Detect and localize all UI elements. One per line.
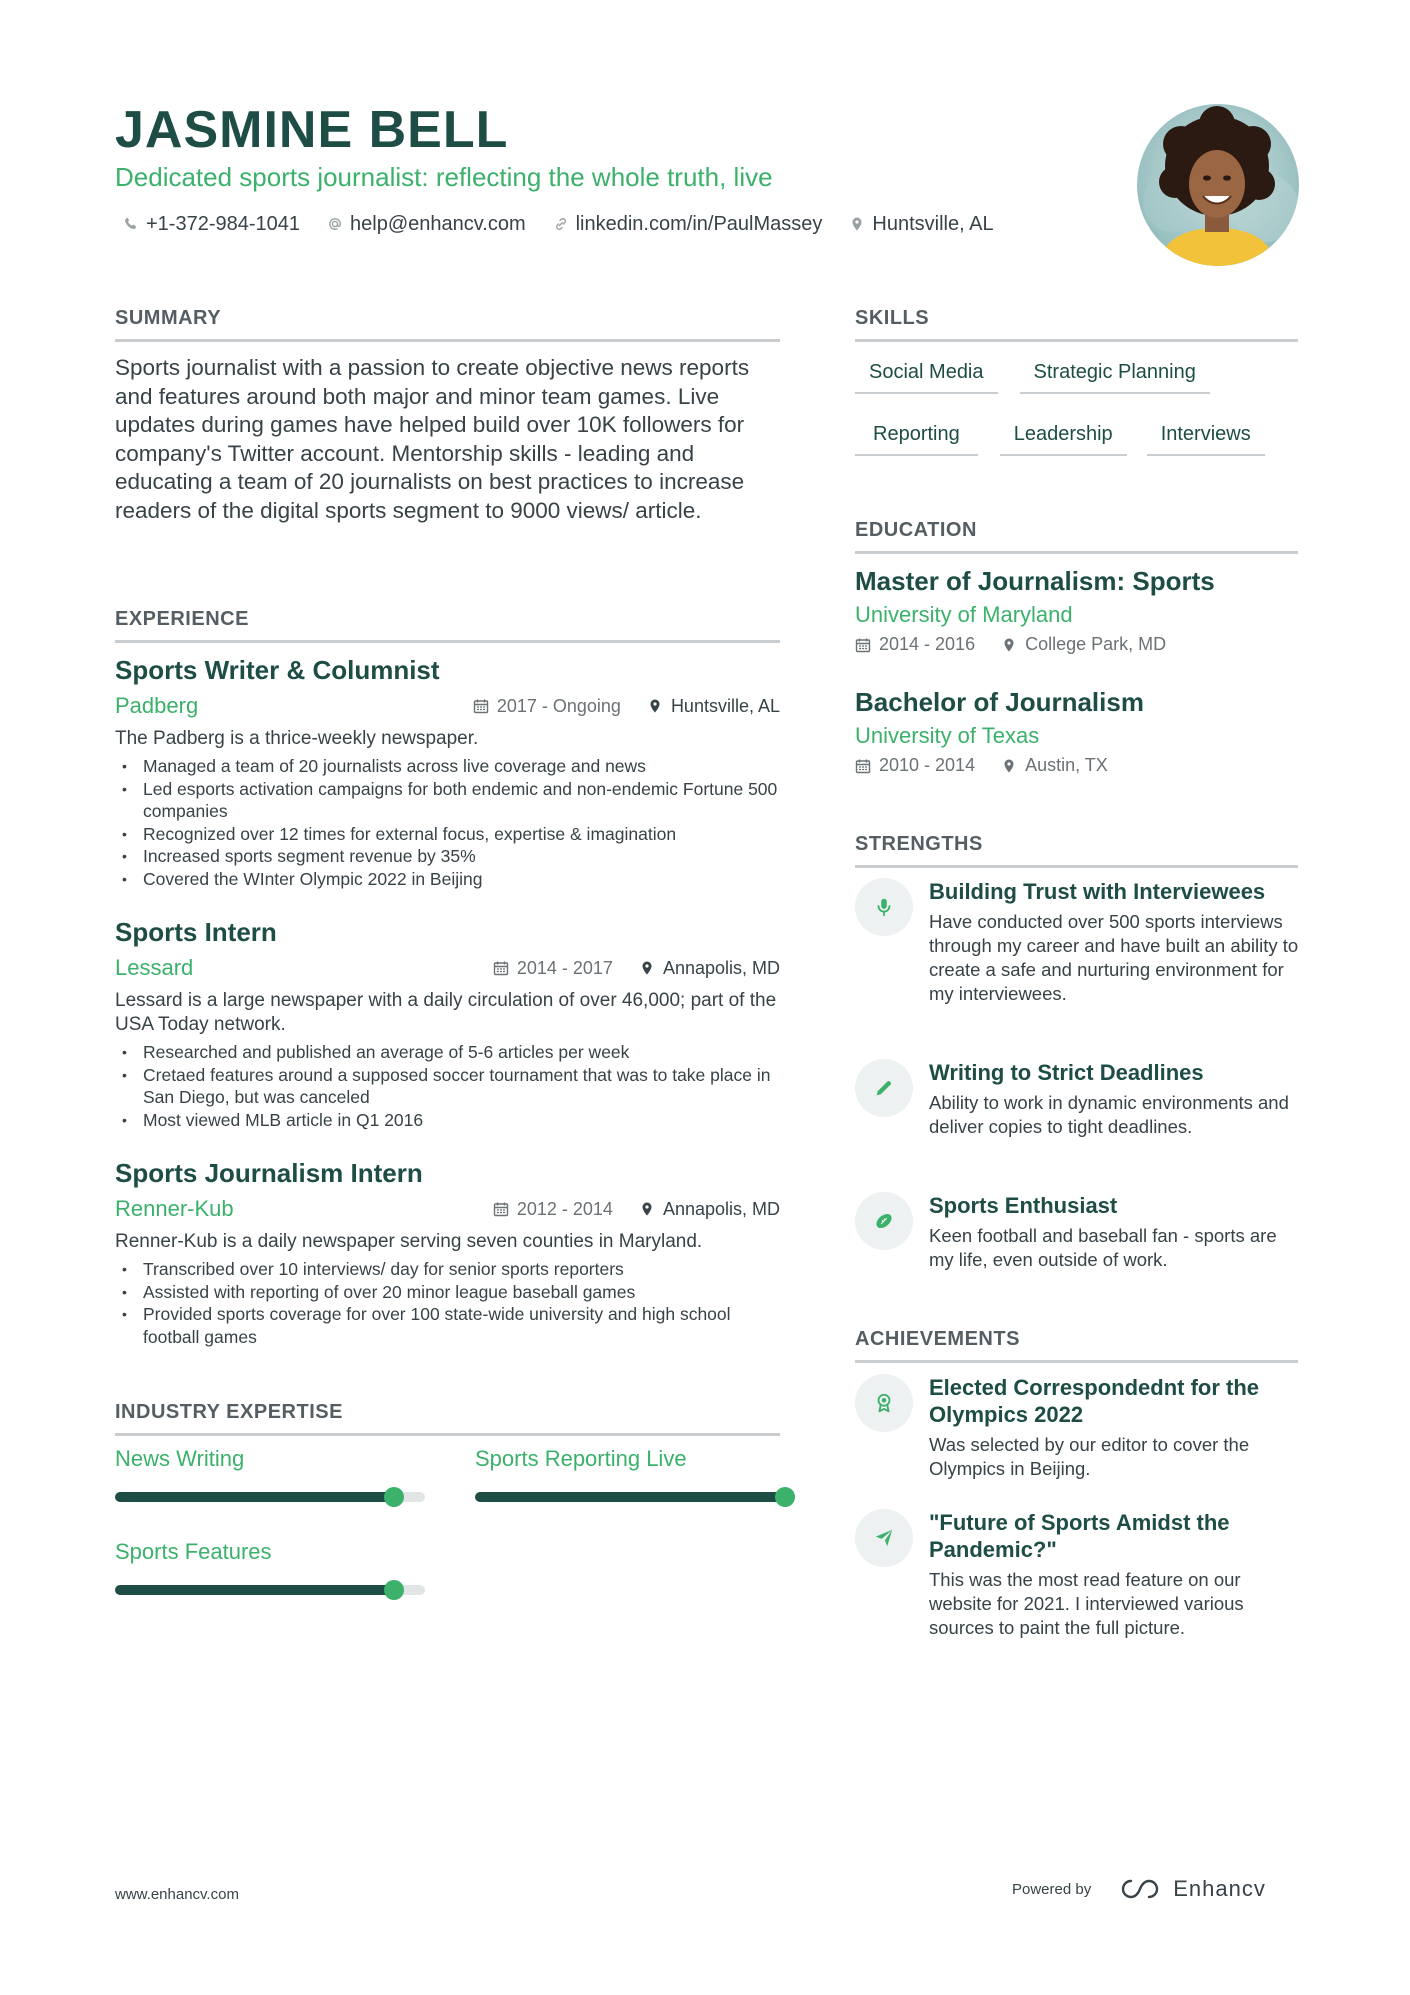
expertise-bar-knob	[384, 1487, 404, 1507]
job-location: Huntsville, AL	[670, 695, 780, 716]
job-bullet: • Most viewed MLB article in Q1 2016	[115, 1109, 780, 1132]
job-bullets	[115, 755, 780, 890]
phone-icon	[122, 215, 140, 233]
location-pin-icon	[1001, 637, 1017, 653]
contact-phone[interactable]	[122, 210, 300, 238]
education-dates: 2010 - 2014	[879, 755, 976, 775]
achievement-description: Was selected by our editor to cover the Olympics in Beijing.	[929, 1434, 1250, 1479]
education-meta	[855, 634, 1298, 655]
achievement-description: This was the most read feature on our website for 2021. I interviewed various sources to paint the full picture.	[929, 1569, 1244, 1638]
job-dates: 2014 - 2017	[516, 957, 613, 978]
location-pin-icon	[647, 698, 663, 714]
school-name: University of Texas	[855, 723, 1040, 748]
strengths-heading: STRENGTHS	[855, 831, 1298, 868]
job-description: Lessard is a large newspaper with a daily circulation of over 46,000; part of the USA Today network.	[115, 990, 777, 1035]
contact-phone-text: +1-372-984-1041	[146, 213, 301, 235]
degree-title: Bachelor of Journalism	[855, 687, 1144, 717]
skill-tag: Reporting	[855, 418, 978, 456]
skill-tag: Social Media	[855, 356, 998, 394]
skill-tag: Leadership	[1000, 418, 1127, 456]
education-dates: 2014 - 2016	[879, 634, 976, 654]
link-icon	[552, 215, 570, 233]
location-pin-icon	[639, 1201, 655, 1217]
microphone-icon	[855, 878, 913, 936]
achievement-item	[855, 1374, 1305, 1481]
job-description: Renner-Kub is a daily newspaper serving seven counties in Maryland.	[115, 1231, 703, 1252]
experience-entry	[115, 915, 780, 1131]
education-location: Austin, TX	[1025, 755, 1108, 775]
job-location: Annapolis, MD	[662, 1198, 780, 1219]
expertise-bar	[115, 1585, 425, 1595]
job-bullet: • Cretaed features around a supposed soccer tournament that was to take place in San Diego, but was canceled	[115, 1064, 780, 1109]
expertise-label: News Writing	[115, 1446, 245, 1471]
contact-linkedin[interactable]	[552, 210, 823, 238]
expertise-bar	[115, 1492, 425, 1502]
job-title: Sports Intern	[115, 917, 277, 947]
education-location: College Park, MD	[1025, 634, 1167, 654]
job-location: Annapolis, MD	[662, 957, 780, 978]
candidate-name: JASMINE BELL	[115, 101, 509, 159]
job-title: Sports Writer & Columnist	[115, 655, 440, 685]
job-bullets	[115, 1258, 780, 1348]
summary-heading: SUMMARY	[115, 305, 780, 342]
job-bullet: • Increased sports segment revenue by 35%	[115, 845, 780, 868]
contact-bar	[122, 210, 1020, 238]
job-dates: 2017 - Ongoing	[496, 695, 621, 716]
education-entry	[855, 564, 1298, 655]
education-entry	[855, 685, 1298, 776]
job-bullet: • Transcribed over 10 interviews/ day for senior sports reporters	[115, 1258, 780, 1281]
footer-website[interactable]: www.enhancv.com	[115, 1886, 239, 1903]
experience-entry	[115, 653, 780, 890]
at-icon	[326, 215, 344, 233]
location-pin-icon	[1001, 758, 1017, 774]
job-title: Sports Journalism Intern	[115, 1158, 423, 1188]
skills-list	[855, 356, 1305, 480]
achievement-title: "Future of Sports Amidst the Pandemic?"	[929, 1510, 1230, 1562]
strength-description: Keen football and baseball fan - sports are my life, even outside of work.	[929, 1225, 1277, 1270]
job-meta	[493, 958, 780, 979]
contact-email[interactable]	[326, 210, 526, 238]
expertise-bar	[475, 1492, 785, 1502]
strength-item	[855, 1059, 1305, 1139]
job-bullet: • Covered the WInter Olympic 2022 in Beijing	[115, 868, 780, 891]
calendar-icon	[855, 758, 871, 774]
expertise-item	[475, 1444, 785, 1502]
location-pin-icon	[639, 960, 655, 976]
strength-title: Building Trust with Interviewees	[929, 879, 1266, 904]
expertise-bar-knob	[384, 1580, 404, 1600]
job-bullets	[115, 1041, 780, 1131]
award-icon	[855, 1374, 913, 1432]
strength-title: Sports Enthusiast	[929, 1193, 1118, 1218]
company-name: Padberg	[115, 693, 199, 718]
company-name: Renner-Kub	[115, 1196, 234, 1221]
education-meta	[855, 755, 1298, 776]
expertise-bar-fill	[115, 1492, 394, 1502]
skill-tag: Interviews	[1147, 418, 1265, 456]
expertise-bar-fill	[115, 1585, 394, 1595]
expertise-item	[115, 1537, 425, 1595]
contact-location	[848, 210, 993, 238]
job-meta	[473, 696, 780, 717]
job-bullet: • Managed a team of 20 journalists across live coverage and news	[115, 755, 780, 778]
enhancv-logo-icon	[1117, 1876, 1163, 1902]
footer-branding	[1012, 1876, 1266, 1902]
experience-entry	[115, 1156, 780, 1348]
contact-location-text: Huntsville, AL	[872, 213, 994, 235]
school-name: University of Maryland	[855, 602, 1073, 627]
achievements-heading: ACHIEVEMENTS	[855, 1326, 1298, 1363]
job-bullet: • Recognized over 12 times for external focus, expertise & imagination	[115, 823, 780, 846]
expertise-bar-fill	[475, 1492, 785, 1502]
contact-linkedin-text: linkedin.com/in/PaulMassey	[575, 213, 823, 235]
experience-heading: EXPERIENCE	[115, 606, 780, 643]
education-heading: EDUCATION	[855, 517, 1298, 554]
expertise-bar-knob	[775, 1487, 795, 1507]
profile-photo	[1137, 104, 1299, 266]
strength-description: Have conducted over 500 sports interviews through my career and have built an ability to create a safe and nurturing environment for my interviewees.	[929, 911, 1299, 1004]
tagline: Dedicated sports journalist: reflecting the whole truth, live	[115, 162, 773, 192]
brand-name: Enhancv	[1173, 1876, 1266, 1901]
skill-tag: Strategic Planning	[1020, 356, 1210, 394]
company-name: Lessard	[115, 955, 194, 980]
degree-title: Master of Journalism: Sports	[855, 566, 1215, 596]
calendar-icon	[493, 1201, 509, 1217]
strength-description: Ability to work in dynamic environments and deliver copies to tight deadlines.	[929, 1092, 1289, 1137]
summary-text: Sports journalist with a passion to create objective news reports and features around both major and minor team games. Live updates during games have helped build over 10K followers for company's Twitter account. Mentorship skills - leading and educating a team of 20 journalists on best practices to increase readers of the digital sports segment to 9000 views/ article.	[115, 355, 750, 523]
paper-plane-icon	[855, 1509, 913, 1567]
expertise-label: Sports Features	[115, 1539, 272, 1564]
job-dates: 2012 - 2014	[516, 1198, 613, 1219]
pencil-icon	[855, 1059, 913, 1117]
strength-item	[855, 878, 1305, 1006]
strength-item	[855, 1192, 1305, 1272]
job-bullet: • Researched and published an average of 5-6 articles per week	[115, 1041, 780, 1064]
skills-heading: SKILLS	[855, 305, 1298, 342]
football-icon	[855, 1192, 913, 1250]
achievement-title: Elected Correspondednt for the Olympics 2022	[929, 1375, 1260, 1427]
job-meta	[493, 1199, 780, 1220]
achievement-item	[855, 1509, 1305, 1640]
industry-expertise-heading: INDUSTRY EXPERTISE	[115, 1399, 780, 1436]
expertise-item	[115, 1444, 425, 1502]
job-description: The Padberg is a thrice-weekly newspaper.	[115, 728, 479, 749]
calendar-icon	[855, 637, 871, 653]
expertise-label: Sports Reporting Live	[475, 1446, 687, 1471]
job-bullet: • Assisted with reporting of over 20 minor league baseball games	[115, 1281, 780, 1304]
powered-by-label: Powered by	[1012, 1880, 1092, 1898]
strength-title: Writing to Strict Deadlines	[929, 1060, 1204, 1085]
job-bullet: • Provided sports coverage for over 100 state-wide university and high school football games	[115, 1303, 780, 1348]
job-bullet: • Led esports activation campaigns for both endemic and non-endemic Fortune 500 companies	[115, 778, 780, 823]
contact-email-text: help@enhancv.com	[350, 213, 526, 235]
enhancv-logo[interactable]	[1117, 1876, 1266, 1902]
location-pin-icon	[848, 215, 866, 233]
calendar-icon	[473, 698, 489, 714]
calendar-icon	[493, 960, 509, 976]
